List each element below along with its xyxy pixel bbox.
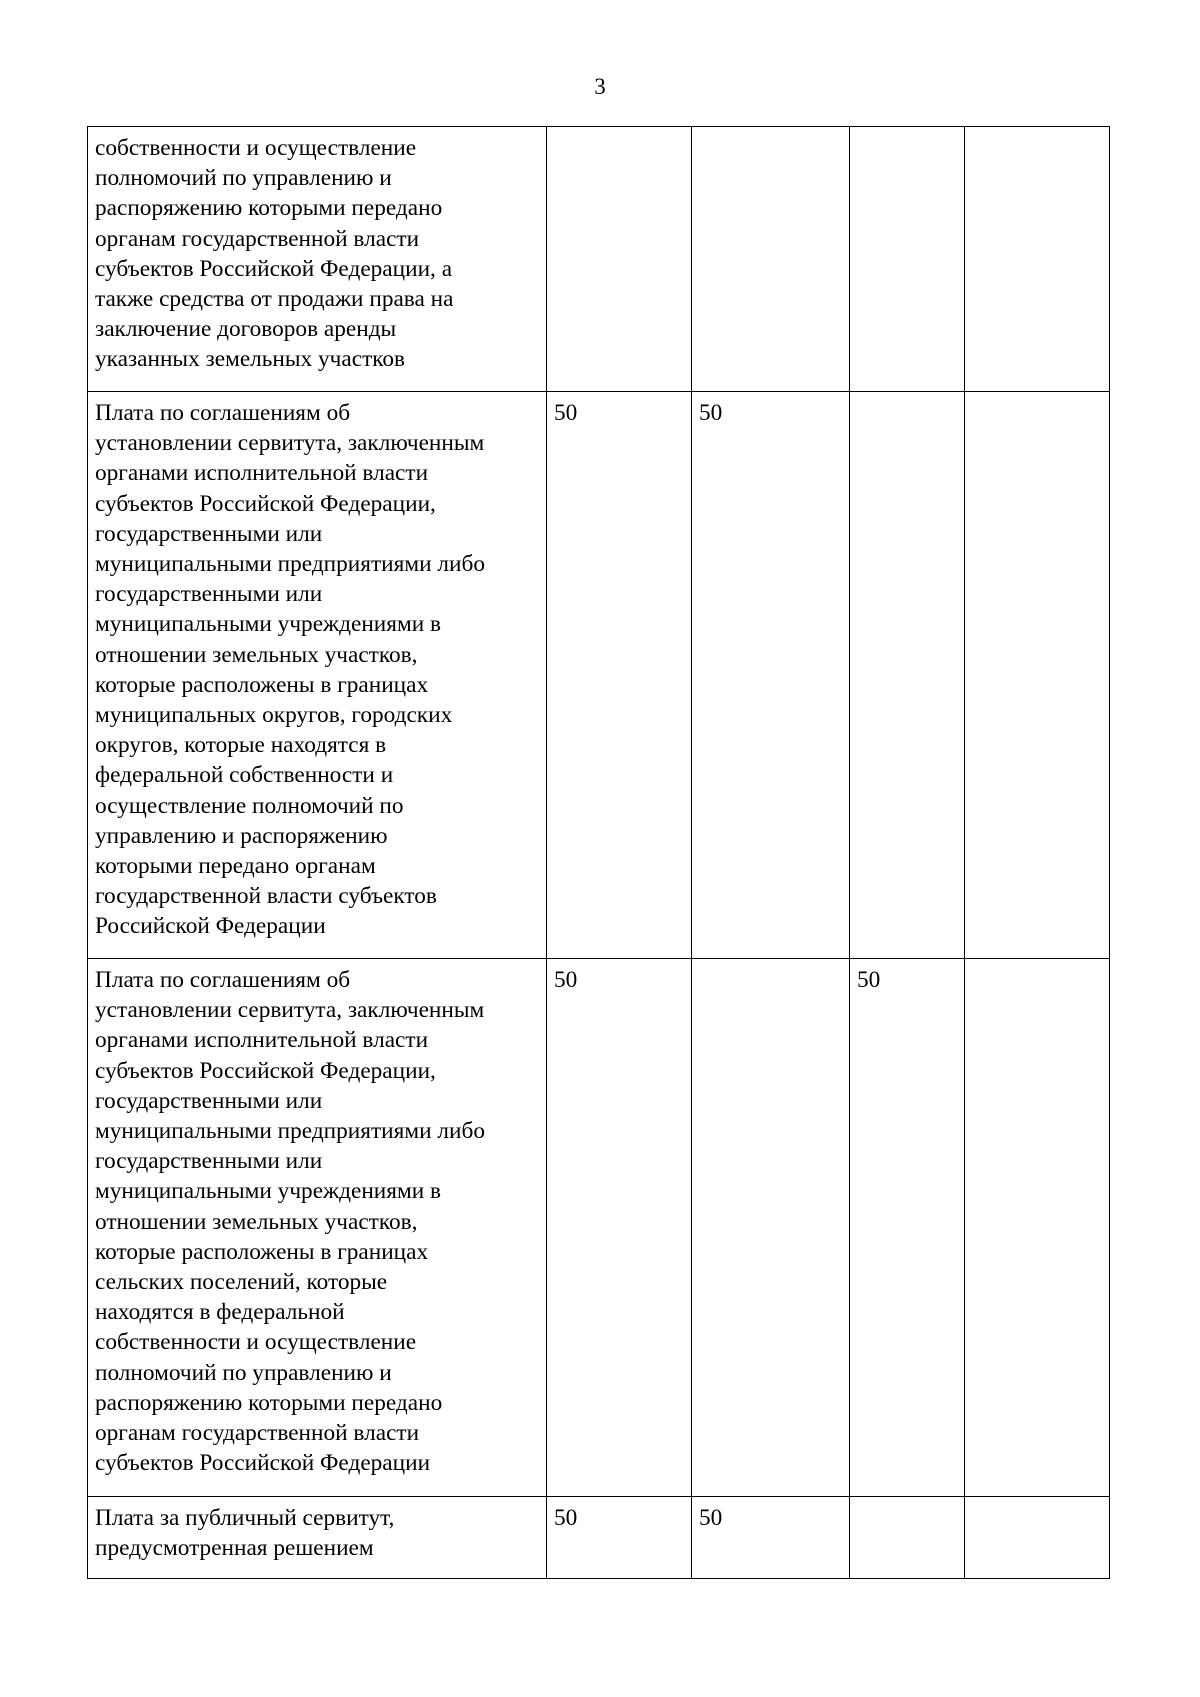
table-row [88,127,1110,392]
table-row [88,392,1110,959]
value-cell [850,392,965,959]
revenue-description: Плата за публичный сервитут, предусмотренная решением [95,1505,395,1562]
value-cell [965,127,1110,392]
value-cell: 50 [547,959,692,1497]
value-cell [692,127,850,392]
value-cell [692,959,850,1497]
revenue-description-cell [88,127,547,392]
value-cell [965,392,1110,959]
revenue-description-cell [88,959,547,1497]
value-cell [850,1497,965,1579]
revenue-description-cell [88,392,547,959]
value-cell [965,1497,1110,1579]
value-cell: 50 [547,392,692,959]
revenue-distribution-table [87,126,1110,1579]
value-cell: 50 [547,1497,692,1579]
table-row [88,959,1110,1497]
revenue-description-cell [88,1497,547,1579]
page-number: 3 [594,74,606,99]
value-cell [850,127,965,392]
revenue-description: Плата по соглашениям об установлении сервитута, заключенным органами исполнительной власти субъектов Российской Федерации, государственными или муниципальными предприятиями либо государственными или муниципальными учреждениями в отношении земельных участков, которые расположены в границах сельских поселений, которые находятся в федеральной собственности и осуществление полномочий по управлению и распоряжению которыми передано органам государственной власти субъектов Российской Федерации [95,967,485,1477]
value-cell [965,959,1110,1497]
revenue-description: собственности и осуществление полномочий по управлению и распоряжению которыми передано органам государственной власти субъектов Российской Федерации, а также средства от продажи права на заключение договоров аренды указанных земельных участков [95,135,454,373]
table-row [88,1497,1110,1579]
value-cell: 50 [850,959,965,1497]
revenue-description: Плата по соглашениям об установлении сервитута, заключенным органами исполнительной власти субъектов Российской Федерации, государственными или муниципальными предприятиями либо государственными или муниципальными учреждениями в отношении земельных участков, которые расположены в границах муниципальных округов, городских округов, которые находятся в федеральной собственности и осуществление полномочий по управлению и распоряжению которыми передано органам государственной власти субъектов Российской Федерации [95,400,485,940]
value-cell: 50 [692,1497,850,1579]
value-cell [547,127,692,392]
value-cell: 50 [692,392,850,959]
